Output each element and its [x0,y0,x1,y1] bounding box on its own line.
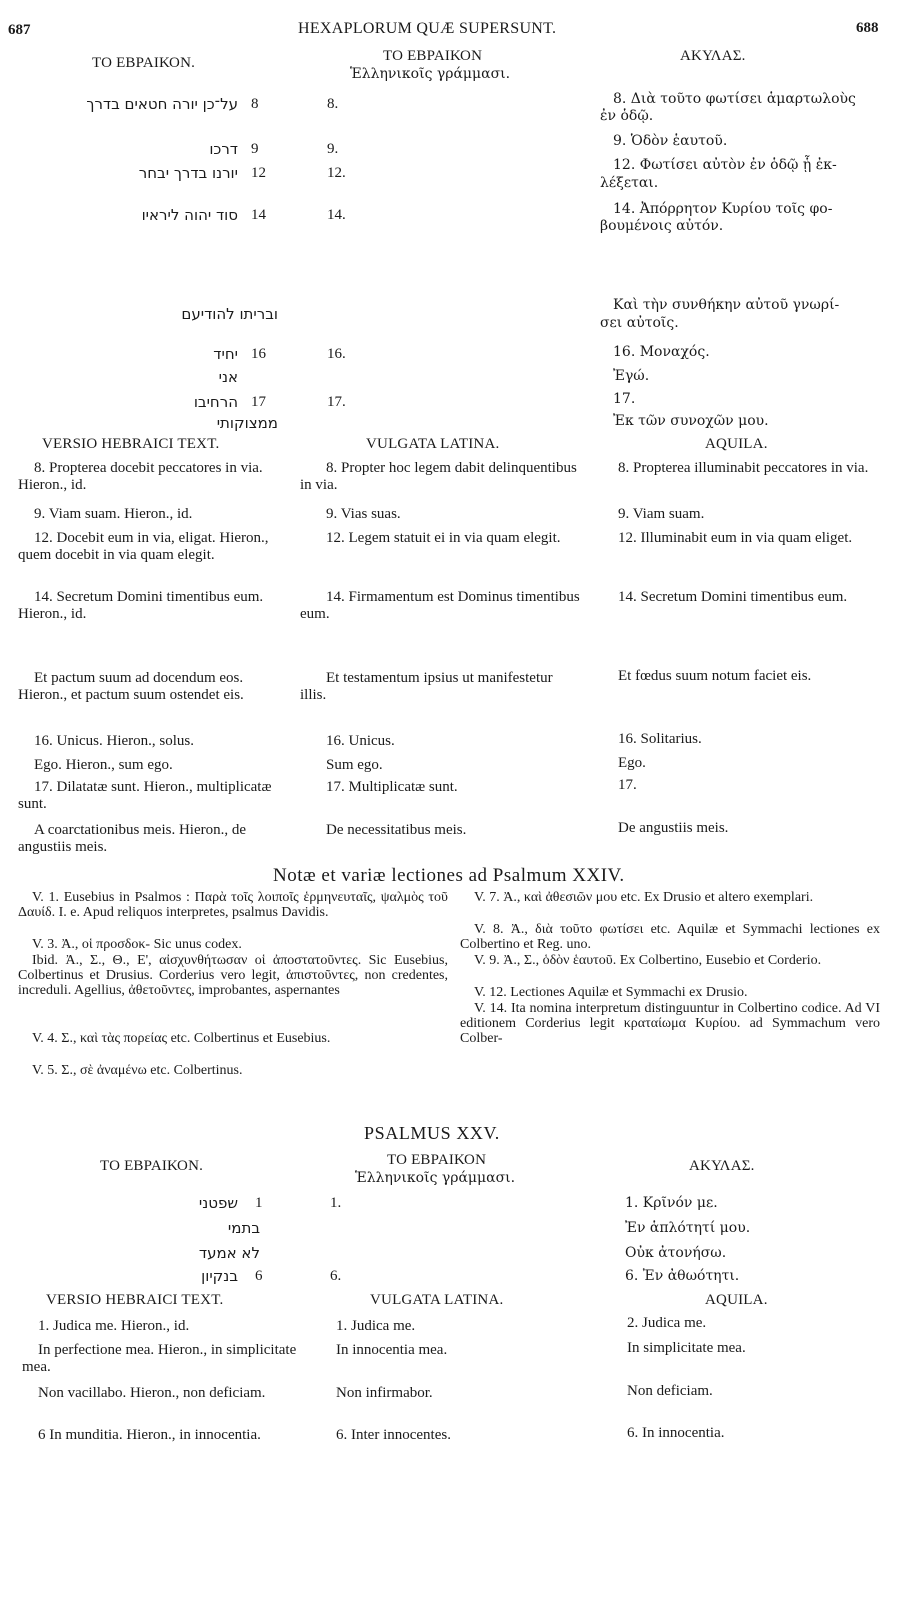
col-head-aquila-latin: AQUILA. [705,1292,768,1308]
col-head-transliteration: ΤΟ ΕΒΡΑΙΚΟΝ [387,1152,487,1168]
aquila-greek-line: 16. Μοναχός. [613,344,710,360]
note-entry: V. 4. Σ., καὶ τὰς πορείας etc. Colbertinus et Eusebius. [32,1031,331,1046]
vulgata-entry: 8. Propter hoc legem dabit delinquentibus in via. [300,460,577,493]
versio-entry: 17. Dilatatæ sunt. Hieron., multiplicatæ sunt. [18,779,272,812]
col-head-aquila-latin: AQUILA. [705,436,768,452]
aquila-latin-entry: In simplicitate mea. [627,1340,746,1356]
hebrew-line: שפטני [198,1194,238,1212]
versio-entry: 9. Viam suam. Hieron., id. [34,506,193,522]
aquila-greek-line: 1. Κρῖνόν με. [625,1195,718,1211]
note-entry: V. 9. Ἀ., Σ., ὁδὸν ἑαυτοῦ. Ex Colbertino, Eusebio et Corderio. [474,953,822,968]
translit-verse-number: 1. [330,1195,342,1211]
hebrew-line: אני [218,368,238,386]
aquila-greek-line: 6. Ἐν ἀθωότητι. [625,1268,740,1284]
aquila-greek-line: 12. Φωτίσει αὐτὸν ἐν ὁδῷ ᾗ ἐκ- [613,157,837,173]
vulgata-entry: 16. Unicus. [326,733,395,749]
col-head-aquila: ΑΚΥΛΑΣ. [689,1158,755,1174]
aquila-greek-line: Ἐν ἁπλότητί μου. [625,1220,751,1236]
translit-verse-number: 14. [327,207,346,223]
translit-verse-number: 17. [327,394,346,410]
col-head-hebrew: ΤΟ ΕΒΡΑΙΚΟΝ. [100,1158,204,1174]
aquila-latin-entry: 9. Viam suam. [618,506,705,522]
aquila-latin-entry: 16. Solitarius. [618,731,702,747]
note-entry: V. 14. Ita nomina interpretum distinguuntur in Colbertino codice. Ad VI editionem Corderius legit κραταίωμα Κυρίου. ad Symmachum vero Colber- [460,1001,880,1046]
vulgata-entry: Sum ego. [326,757,383,773]
aquila-greek-line: Ἐγώ. [613,368,650,384]
aquila-greek-line: λέξεται. [600,175,659,191]
hebrew-verse-number: 9 [251,141,259,157]
vulgata-entry: In innocentia mea. [336,1342,448,1358]
aquila-greek-line: Καὶ τὴν συνθήκην αὐτοῦ γνωρί- [613,297,840,313]
versio-entry: Ego. Hieron., sum ego. [34,757,173,773]
hebrew-line: בתמי [227,1219,260,1237]
hebrew-line: ובריתו להודיעם [181,305,278,323]
vulgata-entry: Et testamentum ipsius ut manifestetur illis. [300,670,553,703]
aquila-greek-line: 8. Διὰ τοῦτο φωτίσει ἁμαρτωλοὺς [613,91,856,107]
versio-entry: 12. Docebit eum in via, eligat. Hieron., quem docebit in via quam elegit. [18,530,269,563]
page-number-right: 688 [856,20,879,36]
note-entry: V. 3. Ἀ., οἱ προσδοκ- Sic unus codex. [32,937,242,952]
aquila-greek-line: σει αὐτοῖς. [600,315,679,331]
col-head-versio: VERSIO HEBRAICI TEXT. [42,436,220,452]
versio-entry: 8. Propterea docebit peccatores in via. Hieron., id. [18,460,263,493]
note-entry: V. 12. Lectiones Aquilæ et Symmachi ex Drusio. [474,985,748,1000]
running-title: HEXAPLORUM QUÆ SUPERSUNT. [298,20,557,37]
hebrew-line: על־כן יורה חטאים בדרך [86,95,238,113]
vulgata-entry: 14. Firmamentum est Dominus timentibus eum. [300,589,580,622]
aquila-latin-entry: Non deficiam. [627,1383,713,1399]
aquila-greek-line: Ἐκ τῶν συνοχῶν μου. [613,413,769,429]
aquila-latin-entry: 17. [618,777,637,793]
hebrew-verse-number: 14 [251,207,266,223]
hebrew-line: לא אמעד [198,1244,260,1262]
psalm-title: PSALMUS XXV. [364,1123,500,1143]
hebrew-line: הרחיבו [193,393,238,411]
versio-entry: Et pactum suum ad docendum eos. Hieron., et pactum suum ostendet eis. [18,670,244,703]
vulgata-entry: 9. Vias suas. [326,506,401,522]
vulgata-entry: Non infirmabor. [336,1385,433,1401]
translit-verse-number: 8. [327,96,339,112]
translit-verse-number: 6. [330,1268,342,1284]
aquila-greek-line: Οὐκ ἀτονήσω. [625,1245,727,1261]
vulgata-entry: 12. Legem statuit ei in via quam elegit. [326,530,561,546]
col-head-hebrew: ΤΟ ΕΒΡΑΙΚΟΝ. [92,55,196,71]
hebrew-line: יחיד [213,345,238,363]
col-head-versio: VERSIO HEBRAICI TEXT. [46,1292,224,1308]
notes-title: Notæ et variæ lectiones ad Psalmum XXIV. [273,865,625,886]
vulgata-entry: 17. Multiplicatæ sunt. [326,779,458,795]
col-head-aquila: ΑΚΥΛΑΣ. [680,48,746,64]
translit-verse-number: 9. [327,141,339,157]
aquila-greek-line: 14. Ἀπόρρητον Κυρίου τοῖς φο- [613,201,833,217]
aquila-latin-entry: 12. Illuminabit eum in via quam eliget. [618,530,853,546]
hebrew-verse-number: 6 [255,1268,263,1284]
aquila-greek-line: ἐν ὁδῷ. [600,108,654,124]
versio-entry: 6 In munditia. Hieron., in innocentia. [38,1427,261,1443]
note-entry: Ibid. Ἀ., Σ., Θ., Ε', αἰσχυνθήτωσαν οἱ ἀποστατοῦντες. Sic Eusebius, Colbertinus et Drusius. Corderius vero legit, ἀπιστοῦντες, non credentes, increduli. Agellius, ἀθετοῦντες, improbantes, aspernantes [18,953,448,998]
aquila-greek-line: βουμένοις αὐτόν. [600,218,724,234]
note-entry: V. 7. Ἀ., καὶ ἀθεσιῶν μου etc. Ex Drusio et altero exemplari. [474,890,814,905]
aquila-latin-entry: De angustiis meis. [618,820,729,836]
vulgata-entry: 1. Judica me. [336,1318,416,1334]
col-head-vulgata: VULGATA LATINA. [370,1292,504,1308]
translit-verse-number: 12. [327,165,346,181]
versio-entry: 1. Judica me. Hieron., id. [38,1318,190,1334]
col-head-transliteration-sub: Ἑλληνικοῖς γράμμασι. [355,1170,516,1186]
page-number-left: 687 [8,22,31,38]
hebrew-verse-number: 12 [251,165,266,181]
versio-entry: A coarctationibus meis. Hieron., de angustiis meis. [18,822,247,855]
versio-entry: Non vacillabo. Hieron., non deficiam. [38,1385,266,1401]
vulgata-entry: De necessitatibus meis. [326,822,467,838]
hebrew-verse-number: 8 [251,96,259,112]
translit-verse-number: 16. [327,346,346,362]
col-head-vulgata: VULGATA LATINA. [366,436,500,452]
note-entry: V. 8. Ἀ., διὰ τοῦτο φωτίσει etc. Aquilæ et Symmachi lectiones ex Colbertino et Reg. uno. [460,922,880,952]
aquila-latin-entry: Ego. [618,755,646,771]
aquila-latin-entry: 8. Propterea illuminabit peccatores in via. [618,460,869,476]
versio-entry: 16. Unicus. Hieron., solus. [34,733,194,749]
vulgata-entry: 6. Inter innocentes. [336,1427,451,1443]
hebrew-line: סוד יהוה ליראיו [141,206,238,224]
aquila-latin-entry: 6. In innocentia. [627,1425,725,1441]
hebrew-line: יורנו בדרך יבחר [138,164,238,182]
versio-entry: In perfectione mea. Hieron., in simplicitate mea. [22,1342,297,1375]
hebrew-line: ממצוקותי [216,414,278,432]
col-head-transliteration-sub: Ἑλληνικοῖς γράμμασι. [350,66,511,82]
hebrew-line: דרכו [209,140,238,158]
hebrew-verse-number: 1 [255,1195,263,1211]
aquila-greek-line: 9. Ὁδὸν ἑαυτοῦ. [613,133,728,149]
hebrew-verse-number: 17 [251,394,266,410]
hebrew-line: בנקיון [201,1267,238,1285]
aquila-greek-line: 17. [613,391,636,407]
hebrew-verse-number: 16 [251,346,266,362]
note-entry: V. 1. Eusebius in Psalmos : Παρὰ τοῖς λοιποῖς ἑρμηνευταῖς, ψαλμὸς τοῦ Δαυίδ. I. e. Apud reliquos interpretes, psalmus Davidis. [18,890,448,920]
versio-entry: 14. Secretum Domini timentibus eum. Hieron., id. [18,589,264,622]
aquila-latin-entry: 2. Judica me. [627,1315,707,1331]
col-head-transliteration: ΤΟ ΕΒΡΑΙΚΟΝ [383,48,483,64]
note-entry: V. 5. Σ., σὲ ἀναμένω etc. Colbertinus. [32,1063,243,1078]
aquila-latin-entry: 14. Secretum Domini timentibus eum. [618,589,848,605]
aquila-latin-entry: Et fœdus suum notum faciet eis. [618,668,812,684]
